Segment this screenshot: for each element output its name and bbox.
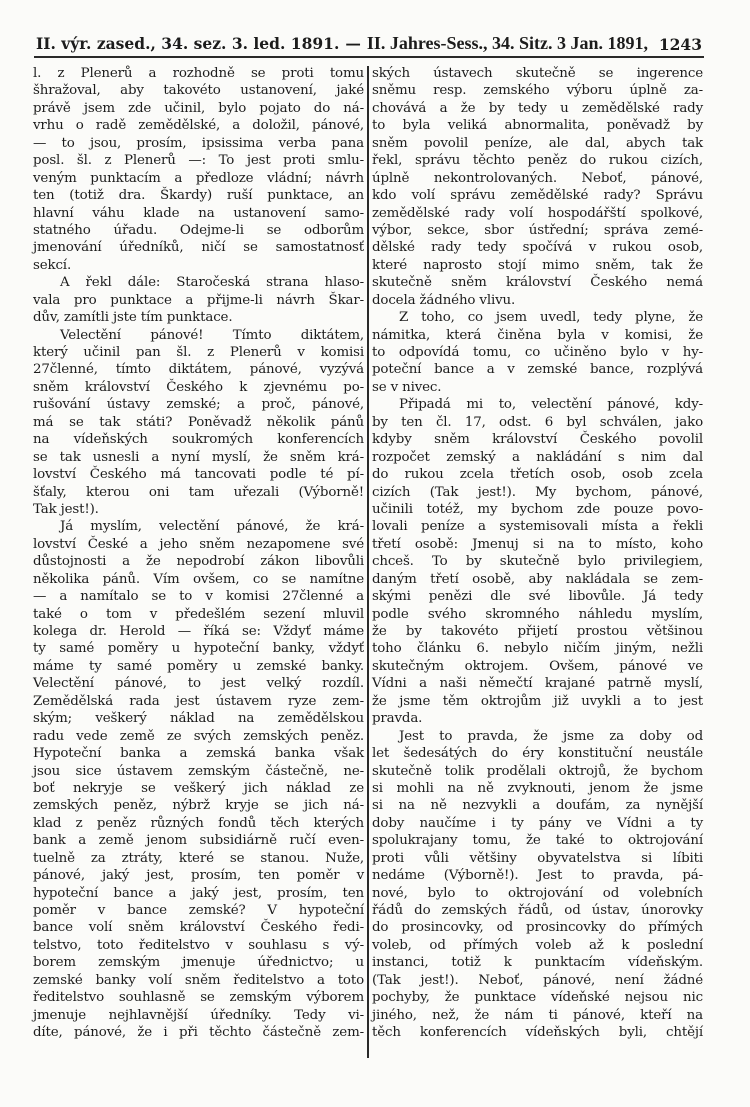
text-line: lovství Českého má tancovati podle té pí- <box>33 467 364 483</box>
text-line: rušování ústavy zemské; a proč, pánové, <box>33 397 364 413</box>
text-line: doby naučíme i ty pány ve Vídni a ty <box>372 815 703 831</box>
text-line: několika pánů. Vím ovšem, co se namítne <box>33 571 364 587</box>
text-line: pánové, jaký jest, prosím, ten poměr v <box>33 868 364 884</box>
text-line: které naprosto stojí mimo sněm, tak že <box>372 257 703 273</box>
text-line: kdyby sněm království Českého povolil <box>372 432 703 448</box>
text-line: který učinil pan šl. z Plenerů v komisi <box>33 345 364 360</box>
text-line: na vídeňských soukromých konferencích <box>33 432 364 448</box>
text-line: se tak usnesli a nyní myslí, že sněm krá- <box>33 449 364 465</box>
header-czech: II. výr. zased., 34. sez. 3. led. 1891. <box>36 34 340 53</box>
text-line: výbor, sekce, sbor ústřední; správa zemé- <box>372 222 703 238</box>
text-line: — a namítalo se to v komisi 27členné a <box>33 589 364 605</box>
text-line: vrhu o radě zemědělské, a doložil, pánové, <box>33 118 364 134</box>
text-line: Velectění pánové, to jest velký rozdíl. <box>33 676 364 692</box>
text-line: lovství České a jeho sněm nezapomene své <box>33 536 364 552</box>
text-line: šťaly, kterou oni tam uřezali (Výborně! <box>33 484 364 500</box>
text-line: posl. šl. z Plenerů —: To jest proti smlu- <box>33 153 364 169</box>
text-line: se v nivec. <box>372 379 442 395</box>
text-line: boť nekryje se veškerý jich náklad ze <box>33 780 364 796</box>
text-line: spolukrajany tomu, že také to oktrojování <box>372 833 703 849</box>
right-column <box>372 65 703 1042</box>
page-number: 1243 <box>658 35 702 54</box>
text-line: učinili totéž, my bychom zde pouze povo- <box>372 501 703 517</box>
text-line: jsou sice ústavem zemským částečně, ne- <box>33 763 364 779</box>
text-line: ředitelstvo souhlasně se zemským výborem <box>33 990 364 1006</box>
text-line: do prosincovky, od prosincovky do přímých <box>372 920 703 936</box>
column-divider <box>367 66 369 1058</box>
text-line: tuelně za ztráty, které se stanou. Nuže, <box>33 850 364 866</box>
text-line: cizích (Tak jest!). My bychom, pánové, <box>372 484 703 500</box>
text-line: to byla veliká abnormalita, poněvadž by <box>372 118 703 134</box>
text-line: jmenuje nejhlavnější úředníky. Tedy vi- <box>33 1007 364 1023</box>
text-line: těch konferencích vídeňských byli, chtějí <box>372 1025 703 1041</box>
text-line: klad z peněz různých fondů těch kterých <box>33 815 364 831</box>
text-line: — to jsou, prosím, ipsissima verba pana <box>33 135 364 151</box>
text-line: máme ty samé poměry u zemské banky. <box>33 658 364 674</box>
text-line: skými penězi dle své libovůle. Já tedy <box>372 589 703 605</box>
text-line: radu vede země ze svých zemských peněz. <box>33 728 364 744</box>
text-line: pochyby, že punktace vídeňské nejsou nic <box>372 990 703 1006</box>
text-line: právě jsem zde učinil, bylo pojato do ná- <box>33 100 364 116</box>
text-line: hlavní váhu klade na ustanovení samo- <box>33 205 364 221</box>
text-line: skutečně sněm království Českého nemá <box>372 275 703 291</box>
text-line: sněmu resp. zemského výboru úplně za- <box>372 83 703 99</box>
text-line: Zemědělská rada jest ústavem ryze zem- <box>33 693 364 709</box>
text-line: A řekl dále: Staročeská strana hlaso- <box>60 275 364 291</box>
text-line: voleb, od přímých voleb až k poslední <box>372 937 703 953</box>
text-line: díte, pánové, že i při těchto částečně zem- <box>33 1025 364 1041</box>
text-line: daným třetí osobě, aby nakládala se zem- <box>372 571 703 587</box>
text-line: poměr v bance zemské? V hypoteční <box>33 903 364 918</box>
left-column <box>33 65 364 1042</box>
text-line: dův, zamítli jste tím punktace. <box>33 310 233 326</box>
header-dash: — <box>345 34 361 53</box>
text-line: zemědělské rady volí hospodářští spolkové, <box>372 205 703 221</box>
text-line: jmenování úředníků, ničí se samostatnosť <box>33 240 364 256</box>
text-line: 27členné, tímto diktátem, pánové, vyzývá <box>33 362 364 378</box>
text-line: Tak jest!). <box>33 501 99 517</box>
text-line: ten (totiž dra. Škardy) ruší punktace, an <box>33 188 364 204</box>
text-line: veným punktacím a předloze vládní; návrh <box>33 170 364 186</box>
text-line: pravda. <box>372 711 423 727</box>
text-line: rozpočet zemský a nakládání s nim dal <box>372 449 703 465</box>
text-line: Hypoteční banka a zemská banka však <box>33 746 364 762</box>
header-german: II. Jahres-Sess., 34. Sitz. 3 Jan. 1891, <box>366 33 649 53</box>
text-line: úplně nekontrolovaných. Neboť, pánové, <box>372 170 703 186</box>
text-line: Připadá mi to, velectění pánové, kdy- <box>399 397 703 413</box>
text-line: lovali peníze a systemisovali místa a řekli <box>372 519 703 535</box>
text-line: toho článku 6. nebylo ničím jiným, nežli <box>372 641 703 657</box>
text-line: Vídni a naši němečtí krajané patrně myslí, <box>372 676 703 692</box>
text-line: řádů do zemských řádů, od ústav, únorovky <box>372 903 703 918</box>
text-line: že by takovéto přijetí prostou většinou <box>372 624 703 639</box>
text-line: sněm povolil peníze, ale dal, abych tak <box>372 135 703 151</box>
text-line: kolega dr. Herold — říká se: Vždyť máme <box>33 624 364 639</box>
text-line: by ten čl. 17, odst. 6 byl schválen, jako <box>372 414 703 430</box>
text-line: to odpovídá tomu, co učiněno bylo v hy- <box>372 345 703 360</box>
text-line: borem zemským jmenuje úřednictvo; u <box>33 955 364 971</box>
text-line: Velectění pánové! Tímto diktátem, <box>60 327 364 343</box>
text-line: dělské rady tedy spočívá v rukou osob, <box>372 240 703 256</box>
text-line: bank a země jenom subsidiárně ručí even- <box>33 833 364 849</box>
text-line: ty samé poměry u hypoteční banky, vždyť <box>33 641 364 657</box>
text-line: šhražoval, aby takovéto ustanovení, jaké <box>33 83 364 99</box>
text-line: podle svého skromného náhledu myslím, <box>372 606 703 622</box>
text-line: do rukou zcela třetích osob, osob zcela <box>372 467 703 483</box>
text-line: řekl, správu těchto peněz do rukou cizích, <box>372 153 703 169</box>
text-line: chovává a že by tedy u zemědělské rady <box>372 100 703 116</box>
text-line: důstojnosti a že nepodrobí zákon libovůli <box>33 554 364 570</box>
text-line: vala pro punktace a přijme-li návrh Škar- <box>33 292 364 308</box>
text-line: skutečně tolik prodělali oktrojů, že bychom <box>372 763 703 779</box>
text-line: jiného, než, že nám ti pánové, kteří na <box>372 1007 703 1023</box>
text-line: že jsme těm oktrojům již uvykli a to jest <box>372 693 703 709</box>
text-line: kdo volí správu zemědělské rady? Správu <box>372 188 703 204</box>
text-line: (Tak jest!). Neboť, pánové, není žádné <box>372 972 703 988</box>
text-line: hypoteční bance a jaký jest, prosím, ten <box>33 885 364 901</box>
text-line: let šedesátých do éry konstituční neustále <box>372 746 703 762</box>
text-line: má se tak státi? Poněvadž několik pánů <box>33 414 364 430</box>
running-header <box>36 28 702 54</box>
text-line: ských ústavech skutečně se ingerence <box>372 66 703 81</box>
text-line: ským; veškerý náklad na zemědělskou <box>33 711 364 727</box>
text-line: nedáme (Výborně!). Jest to pravda, pá- <box>372 868 703 884</box>
text-line: si na ně nezvykli a doufám, za nynější <box>372 798 703 814</box>
text-line: statného úřadu. Odejme-li se odborům <box>33 222 364 238</box>
text-line: instanci, totiž k punktacím vídeňským. <box>372 955 703 971</box>
text-line: l. z Plenerů a rozhodně se proti tomu <box>33 66 364 81</box>
header-title <box>36 33 648 54</box>
text-line: zemských peněz, nýbrž kryje se jich ná- <box>33 798 364 814</box>
text-line: sekcí. <box>33 257 72 273</box>
text-line: také o tom v předešlém sezení mluvil <box>33 606 364 622</box>
text-line: si mohli na ně zvyknouti, jenom že jsme <box>372 780 703 796</box>
text-line: sněm království Českého k zjevnému po- <box>33 379 364 395</box>
text-line: telstvo, toto ředitelstvo v souhlasu s vý- <box>33 937 364 953</box>
text-line: nové, bylo to oktrojování od volebních <box>372 885 703 901</box>
text-line: docela žádného vlivu. <box>372 292 516 308</box>
header-rule <box>34 56 704 58</box>
text-line: skutečným oktrojem. Ovšem, pánové ve <box>372 658 703 674</box>
text-line: bance volí sněm království Českého ředi- <box>33 920 364 936</box>
text-line: Z toho, co jsem uvedl, tedy plyne, že <box>399 310 703 326</box>
text-line: zemské banky volí sněm ředitelstvo a toto <box>33 972 364 988</box>
text-line: poteční bance a v zemské bance, rozplývá <box>372 362 703 378</box>
text-line: chceš. To by skutečně bylo privilegiem, <box>372 554 703 570</box>
text-line: proti vůli většiny obyvatelstva si líbiti <box>372 850 703 866</box>
text-line: Já myslím, velectění pánové, že krá- <box>60 519 364 535</box>
text-line: námitka, která činěna byla v komisi, že <box>372 327 703 343</box>
text-line: třetí osobě: Jmenuj si na to místo, koho <box>372 536 703 552</box>
text-line: Jest to pravda, že jsme za doby od <box>399 728 703 744</box>
